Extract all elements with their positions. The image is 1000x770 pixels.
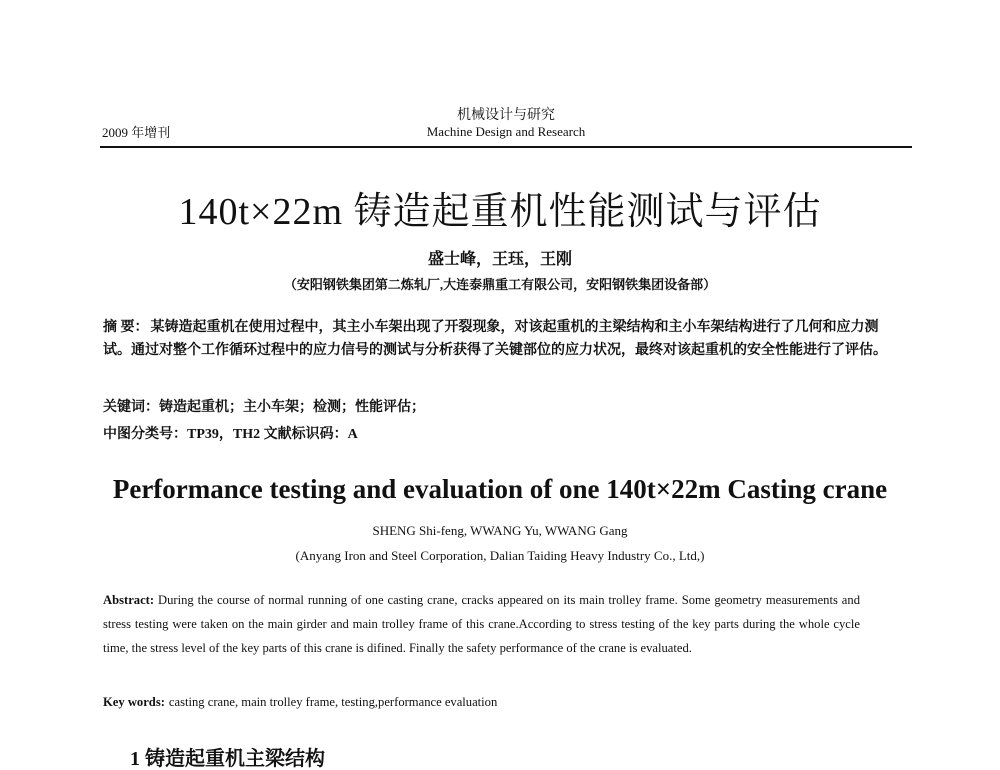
abstract-en <box>103 588 860 660</box>
running-header <box>100 100 912 148</box>
keywords-en <box>103 695 903 710</box>
abstract-cn-label: 摘 要： <box>103 320 149 335</box>
abstract-cn-text: 某铸造起重机在使用过程中，其主小车架出现了开裂现象，对该起重机的主梁结构和主小车架结构进行了几何和应力测试。通过对整个工作循环过程中的应力信号的测试与分析获得了关键部位的应力状况，最终对该起重机的安全性能进行了评估。 <box>103 320 887 358</box>
classification-cn-text: 中图分类号：TP39，TH2 文献标识码：A <box>103 427 358 442</box>
abstract-cn <box>103 316 903 362</box>
authors-en: SHENG Shi-feng, WWANG Yu, WWANG Gang <box>372 523 628 538</box>
issue-label: 2009 年增刊 <box>102 125 171 140</box>
affiliation-en: (Anyang Iron and Steel Corporation, Dalian Taiding Heavy Industry Co., Ltd,) <box>295 548 705 563</box>
authors-cn: 盛士峰，王珏，王刚 <box>427 251 572 268</box>
section-heading-cut-off: 1 铸造起重机主梁结构 <box>130 748 325 770</box>
paper-title-en: Performance testing and evaluation of one 140t×22m Casting crane <box>112 474 888 504</box>
journal-name-cn: 机械设计与研究 <box>457 108 555 123</box>
keywords-cn-label: 关键词： <box>103 400 159 415</box>
paper-title-cn: 140t×22m 铸造起重机性能测试与评估 <box>178 191 822 233</box>
journal-name-en: Machine Design and Research <box>426 124 586 139</box>
keywords-cn <box>103 396 903 416</box>
abstract-en-text: During the course of normal running of one casting crane, cracks appeared on its main trolley frame. Some geometry measurements and stress testing were taken on the main girder and main trolley frame of this crane.According to stress testing of the key parts during the whole cycle time, the stress level of the key parts of this crane is difined. Finally the safety performance of the crane is evaluated. <box>103 593 860 655</box>
keywords-en-label: Key words: <box>103 695 165 709</box>
affiliation-cn: （安阳钢铁集团第二炼轧厂,大连泰鼎重工有限公司，安阳钢铁集团设备部） <box>283 277 717 292</box>
keywords-en-text: casting crane, main trolley frame, testing,performance evaluation <box>168 695 498 709</box>
classification-cn <box>103 423 903 443</box>
keywords-cn-text: 铸造起重机；主小车架；检测；性能评估； <box>159 400 425 415</box>
abstract-en-label: Abstract: <box>103 593 155 607</box>
